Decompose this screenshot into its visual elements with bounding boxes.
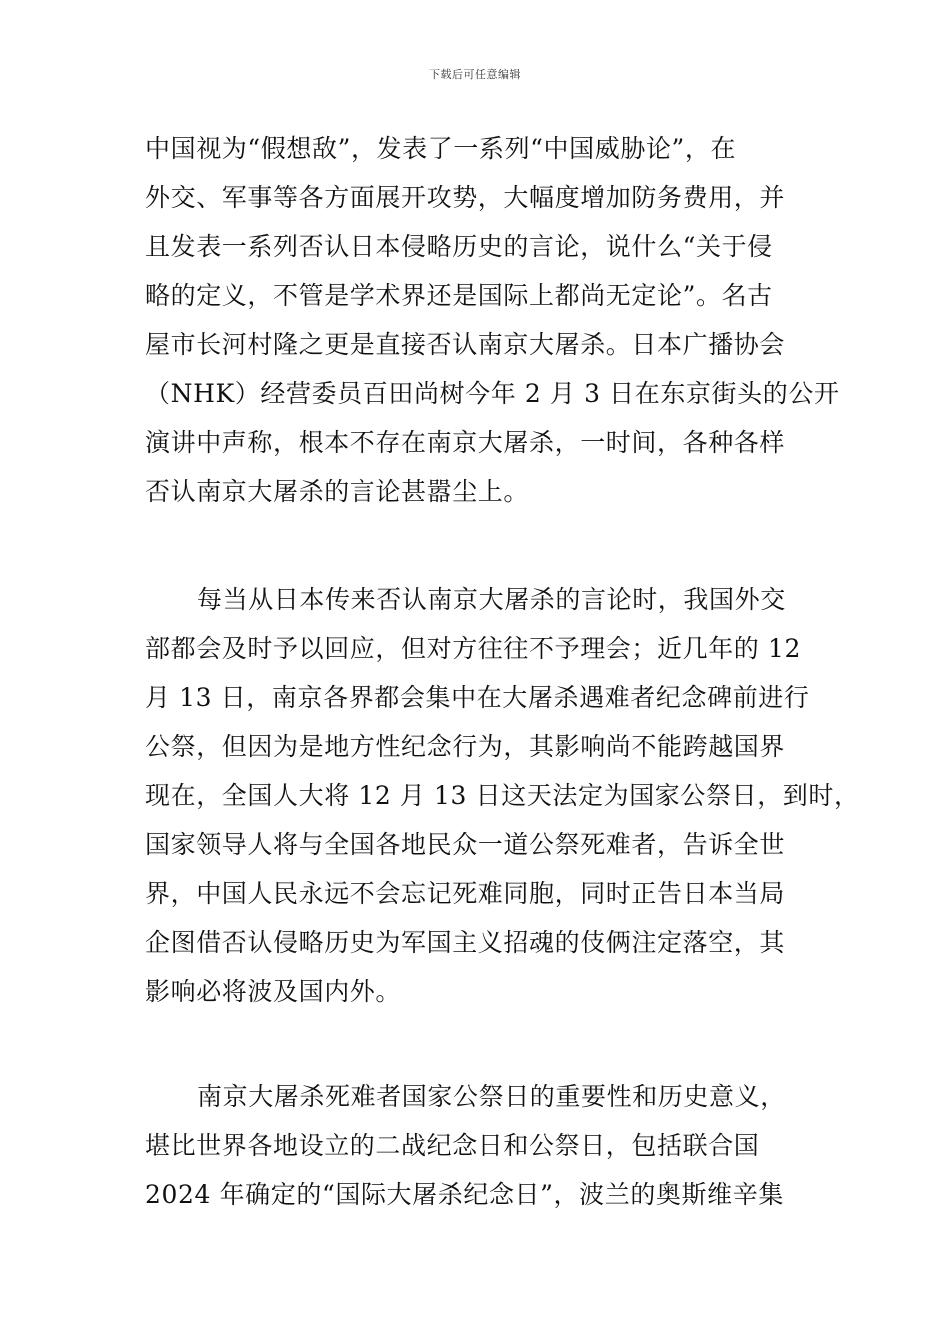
- text-line: 公祭，但因为是地方性纪念行为，其影响尚不能跨越国界: [145, 732, 786, 761]
- text-line: 中国视为“假想敌”，发表了一系列“中国威胁论”，在: [145, 134, 737, 163]
- text-line: 略的定义，不管是学术界还是国际上都尚无定论”。名古: [145, 281, 773, 310]
- text-line: 部都会及时予以回应，但对方往往不予理会；近几年的 12: [145, 634, 801, 663]
- text-line: 堪比世界各地设立的二战纪念日和公祭日，包括联合国: [145, 1131, 760, 1160]
- text-line: 月 13 日，南京各界都会集中在大屠杀遇难者纪念碑前进行: [145, 683, 810, 712]
- text-line: 演讲中声称，根本不存在南京大屠杀，一时间，各种各样: [145, 428, 786, 457]
- text-line: 企图借否认侵略历史为军国主义招魂的伎俩注定落空，其: [145, 928, 786, 957]
- paragraph-3: [145, 1072, 815, 1219]
- text-line: 国家领导人将与全国各地民众一道公祭死难者，告诉全世: [145, 830, 786, 859]
- text-line-first: 每当从日本传来否认南京大屠杀的言论时，我国外交: [197, 585, 786, 614]
- text-line-first: 南京大屠杀死难者国家公祭日的重要性和历史意义，: [197, 1082, 786, 1111]
- paragraph-1: [145, 124, 840, 516]
- text-line: 屋市长河村隆之更是直接否认南京大屠杀。日本广播协会: [145, 330, 786, 359]
- text-line: 现在，全国人大将 12 月 13 日这天法定为国家公祭日，到时，: [145, 781, 860, 810]
- text-line: （NHK）经营委员百田尚树今年 2 月 3 日在东京街头的公开: [145, 379, 840, 408]
- paragraph-2: [145, 575, 860, 1016]
- text-line: 且发表一系列否认日本侵略历史的言论，说什么“关于侵: [145, 232, 773, 261]
- page-header-note: 下载后可任意编辑: [429, 68, 521, 81]
- text-line: 否认南京大屠杀的言论甚嚣尘上。: [145, 477, 530, 506]
- text-line: 外交、军事等各方面展开攻势，大幅度增加防务费用，并: [145, 183, 786, 212]
- text-line: 影响必将波及国内外。: [145, 977, 402, 1006]
- text-line: 界，中国人民永远不会忘记死难同胞，同时正告日本当局: [145, 879, 786, 908]
- text-line: 2024 年确定的“国际大屠杀纪念日”，波兰的奥斯维辛集: [145, 1180, 784, 1209]
